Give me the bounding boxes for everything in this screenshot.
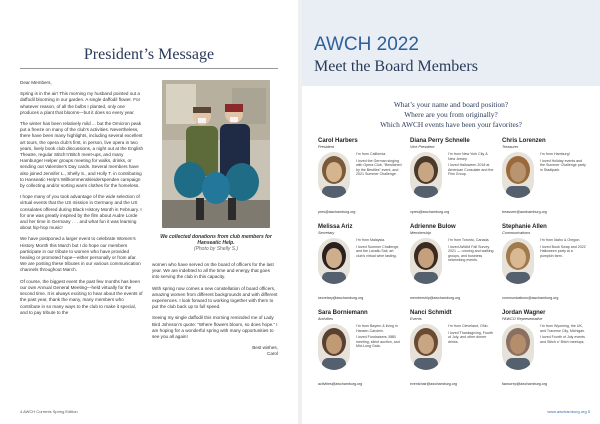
member-bio (448, 238, 494, 265)
member-portrait-illustration (502, 238, 534, 284)
member-email-link[interactable]: fawcorep@awchamburg.org (502, 382, 547, 386)
member-name: Stephanie Allen (502, 224, 547, 230)
paragraph: women who have served on the board of officers for the last year. We are indebted to all the time and energy that goes into serving the club in this capacity. (152, 262, 274, 280)
donation-photo (162, 80, 270, 228)
meet-title: Meet the Board Members (314, 58, 478, 75)
member-bio-line: I’m from Cleveland, Ohio. (448, 324, 489, 328)
paragraph: Of course, the biggest event the past few months has been our own Annual General Meeting—held virtually for the second time. It is always exciting to hear about the events of the past year, thank the many, many members who contribute in so many ways to the club to make it special, and to pay tribute to the (20, 278, 143, 315)
member-bio (356, 152, 402, 179)
member-bio-line: I loved Book Swap and 2022 Halloween party at a pumpkin farm. (540, 244, 586, 258)
member-portrait-illustration (502, 324, 534, 370)
member-bio (448, 324, 494, 346)
member-role: Communications (502, 231, 531, 235)
paragraph: Spring is in the air! This morning my husband pointed out a daffodil blooming in our garden. A single daffodil flower. For whatever reason, of all the bulbs I planted, only one produces a plant that blooms—but it does so every year. (20, 91, 141, 115)
left-page (0, 0, 298, 424)
message-column-right (152, 262, 278, 363)
awch-title: AWCH 2022 (314, 34, 419, 55)
member-email-link[interactable]: activities@awchamburg.org (318, 382, 363, 386)
page-title: President’s Message (83, 46, 215, 63)
member-bio-line: I loved Fourth of July events and Stitch n’ Bitch meetups. (540, 335, 585, 344)
board-member-card (410, 310, 494, 394)
question: What’s your name and board position? (393, 100, 509, 109)
photo-caption (152, 234, 280, 252)
member-name: Melissa Ariz (318, 224, 353, 230)
member-portrait-illustration (502, 152, 534, 198)
member-photo (318, 152, 350, 198)
member-bio-line: I loved Halloween 2018 at American Consulate and the Film Group. (448, 163, 494, 177)
question: Where are you from originally? (404, 110, 498, 119)
member-name: Jordan Wagner (502, 310, 546, 316)
member-photo (318, 238, 350, 284)
board-grid (318, 138, 588, 400)
board-member-card (318, 138, 402, 222)
member-name: Nanci Schmidt (410, 310, 452, 316)
member-role: Treasurer (502, 145, 519, 149)
signature: Carol (267, 351, 278, 357)
member-portrait-illustration (410, 152, 442, 198)
paragraph: I hope many of you took advantage of the wide selection of virtual events that the US mission in Germany and the US consulates offered during Black History Month in February. I for one was greatly inspired by the film about Audre Lorde and her time in Germany . . . and what fun it was learning about hip-hop music! (20, 194, 142, 231)
member-bio-line: I loved Summer Challenge, and the Lavaliu Sail, art club’s virtual wine tasting. (356, 244, 400, 258)
member-bio-line: I’m from Idaho & Oregon. (540, 238, 581, 242)
greeting: Dear Members, (20, 80, 52, 85)
caption-credit: (Photo by Shelly S.) (193, 246, 239, 252)
member-bio (540, 152, 586, 174)
title-divider (20, 68, 278, 69)
member-bio-line: I loved Thanksgiving, Fourth of July, and other dinner drinks. (448, 330, 494, 344)
donation-photo-illustration (162, 80, 270, 228)
board-member-card (318, 224, 402, 308)
member-photo (410, 324, 442, 370)
member-name: Diana Perry Schnelle (410, 138, 470, 144)
member-role: President (318, 145, 335, 149)
member-role: Activities (318, 317, 333, 321)
member-name: Adrienne Bulow (410, 224, 456, 230)
member-bio-line: I’m from New York City & New Jersey. (448, 152, 488, 161)
member-role: Membership (410, 231, 431, 235)
member-photo (502, 238, 534, 284)
questions-block (314, 100, 588, 130)
member-role: Secretary (318, 231, 335, 235)
member-photo (502, 152, 534, 198)
member-role: FAWCO Representative (502, 317, 543, 321)
member-role: Events (410, 317, 422, 321)
member-bio-line: I loved the German singing with Opera Club, “Bewitched by the Bestiles” event, and 2021 Summer Challenge. (356, 158, 402, 177)
member-email-link[interactable]: treasurer@awchamburg.org (502, 210, 547, 214)
right-page (302, 0, 600, 424)
member-role: Vice President (410, 145, 435, 149)
signoff (152, 345, 278, 357)
paragraph: With spring now comes a new constellation of board officers, amazing women from different backgrounds and with different experiences. I look forward to working together with them to put the club back up to full speed. (152, 285, 278, 310)
member-portrait-illustration (318, 238, 350, 284)
member-email-link[interactable]: vpres@awchamburg.org (410, 210, 450, 214)
member-bio (540, 238, 586, 260)
signoff-text: Best wishes, (252, 345, 278, 351)
paragraph: We have postponed a larger event to celebrate Women’s History Month this March but I do hope our members participate in our tribute to women who have provided healing or promoted hope—either personally or from afar. We are posting these tributes in our various communication channels throughout March. (20, 236, 141, 273)
member-bio-line: I’m from Toronto, Canada. (448, 238, 490, 242)
message-column-left (20, 80, 144, 321)
footer-right: www.awchamburg.org 5 (547, 409, 590, 414)
member-bio-line: I’m from Bayern & living in Hansen-Carolein. (356, 324, 398, 333)
member-email-link[interactable]: pres@awchamburg.org (318, 210, 356, 214)
member-name: Carol Harbers (318, 138, 358, 144)
member-bio-line: I’m from California. (356, 152, 387, 156)
member-name: Sara Borniemann (318, 310, 368, 316)
member-photo (410, 152, 442, 198)
board-member-card (410, 138, 494, 222)
question: Which AWCH events have been your favorites? (380, 120, 522, 129)
member-portrait-illustration (318, 324, 350, 370)
member-photo (410, 238, 442, 284)
member-portrait-illustration (318, 152, 350, 198)
footer-left: 4 AWCH Currents Spring Edition (20, 409, 78, 414)
member-bio (356, 324, 402, 351)
member-name: Chris Lorenzen (502, 138, 546, 144)
member-bio (356, 238, 402, 260)
member-bio-line: I’m from Hamburg! (540, 152, 570, 156)
member-photo (502, 324, 534, 370)
member-email-link[interactable]: secretary@awchamburg.org (318, 296, 364, 300)
paragraph: The winter has been relatively mild ... but the Omicron peak put a freeze on many of the club’s activities. Nevertheless, there have been many highlights, including several excellent art tours, the opera club’s first, in person, live opera in two years, lively book club discussions, a night out at the English Theatre, regular Stitch’n’Bitch meet-ups, and many Hamburger Helper groups meeting for walks, drinks, or sending out Valentine’s Day cards. Several members have also joined Jennifer L., Shelly S., and Holly T. in contributing to Hanseatic Help’s Willkommenskleiderspenden campaign by collecting and/or sorting warm clothes for the homeless. (20, 121, 144, 189)
board-member-card (502, 224, 586, 308)
caption-title: We collected donations from club members for Hanseatic Help. (160, 234, 272, 246)
member-photo (318, 324, 350, 370)
member-bio-line: I’m from Malaysia. (356, 238, 386, 242)
member-bio-line: I’m from Wyoming, the UK, and Traverse City, Michigan. (540, 324, 586, 333)
member-email-link[interactable]: communications@awchamburg.org (502, 296, 559, 300)
member-portrait-illustration (410, 238, 442, 284)
paragraph: Seeing my single daffodil this morning reminded me of Lady Bird Johnson’s quote: “Where flowers bloom, so does hope.” I am hoping for a wonderful spring with many opportunities to see you all again! (152, 315, 278, 340)
member-bio (448, 152, 494, 179)
member-bio (540, 324, 586, 346)
board-member-card (502, 138, 586, 222)
board-member-card (318, 310, 402, 394)
member-bio-line: I loved AWAM Fall Survey 2021 — running and walking groups, and business networking events. (448, 244, 494, 263)
member-email-link[interactable]: eventchair@awchamburg.org (410, 382, 457, 386)
member-bio-line: I loved Fundraisers, BBB meeting, silent auction, and Mid-Long Gala. (356, 335, 400, 349)
member-email-link[interactable]: membership@awchamburg.org (410, 296, 461, 300)
board-member-card (410, 224, 494, 308)
member-bio-line: I loved Holiday events and the Summer Challenge party in Stadtpark. (540, 158, 586, 172)
board-member-card (502, 310, 586, 394)
member-portrait-illustration (410, 324, 442, 370)
